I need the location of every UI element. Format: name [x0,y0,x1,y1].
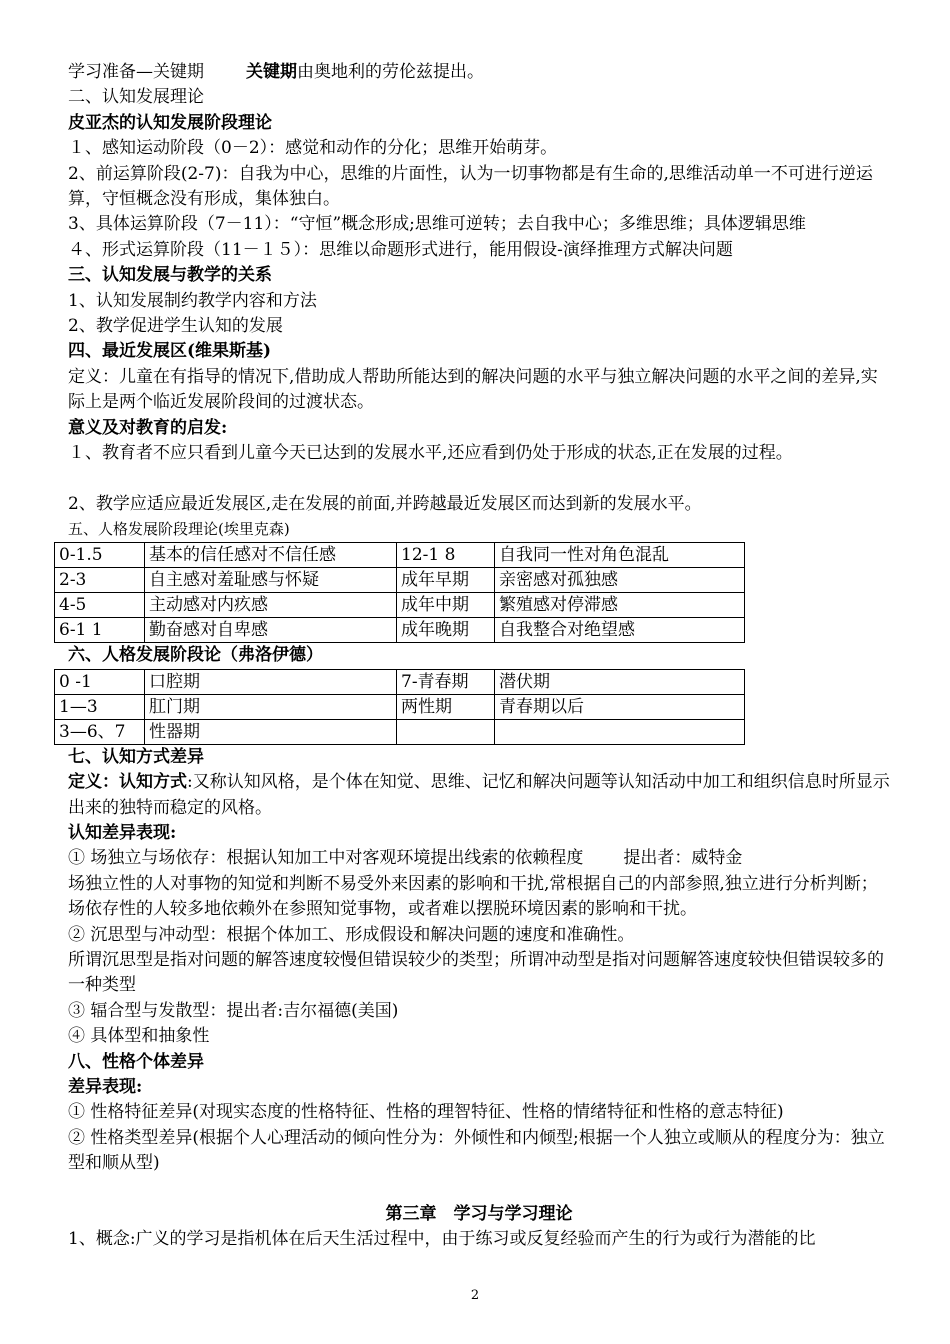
document-page [59,60,890,1252]
cognitive-item-1-desc: 场独立性的人对事物的知觉和判断不易受外来因素的影响和干扰,常根据自己的内部参照,独立进行分析判断；场依存性的人较多地依赖外在参照知觉事物，或者难以摆脱环境因素的影响和干扰。 [68,873,878,920]
table-cell: 繁殖感对停滞感 [495,593,745,618]
key-period-text: 由奥地利的劳伦兹提出。 [297,62,484,82]
table-cell: 潜伏期 [495,669,745,694]
zpd-definition: 定义：儿童在有指导的情况下,借助成人帮助所能达到的解决问题的水平与独立解决问题的水平之间的差异,实际上是两个临近发展阶段间的过渡状态。 [68,366,878,413]
table-cell: 自主感对羞耻感与怀疑 [145,568,397,593]
definition-text: :又称认知风格，是个体在知觉、思维、记忆和解决问题等认知活动中加工和组织信息时所显示出来的独特而稳定的风格。 [68,772,890,818]
table-cell: 自我同一性对角色混乱 [495,543,745,568]
table-cell: 性器期 [145,719,397,744]
zpd-item-1: １、教育者不应只看到儿童今天已达到的发展水平,还应看到仍处于形成的状态,正在发展的过程。 [68,443,793,464]
piaget-stage-2: 2、前运算阶段(2-7)：自我为中心，思维的片面性，认为一切事物都是有生命的,思维活动单一不可进行逆运算，守恒概念没有形成，集体独白。 [68,163,873,210]
personality-item-2: ② 性格类型差异(根据个人心理活动的倾向性分为：外倾性和内倾型;根据一个人独立或顺从的程度分为：独立型和顺从型) [68,1127,885,1174]
erikson-table [54,542,745,643]
section-heading-freud: 六、人格发展阶段论（弗洛伊德） [68,645,323,666]
table-cell: 主动感对内疚感 [145,593,397,618]
chapter-title: 第三章 学习与学习理论 [385,1203,573,1224]
zpd-significance-heading: 意义及对教育的启发: [68,417,228,438]
piaget-stage-3: 3、具体运算阶段（7－11）：“守恒”概念形成;思维可逆转；去自我中心；多维思维；具体逻辑思维 [68,214,806,235]
table-cell: 青春期以后 [495,694,745,719]
piaget-stage-4: ４、形式运算阶段（11－１５）：思维以命题形式进行，能用假设-演绎推理方式解决问题 [68,239,733,260]
teaching-item-2: 2、教学促进学生认知的发展 [68,316,283,337]
cognitive-item-4: ④ 具体型和抽象性 [68,1026,210,1047]
key-period-label: 学习准备—关键期 [68,62,204,82]
table-cell: 两性期 [397,694,495,719]
cognitive-item-2: ② 沉思型与冲动型：根据个体加工、形成假设和解决问题的速度和准确性。 [68,924,635,945]
table-row [55,593,745,618]
table-cell: 成年晚期 [397,618,495,643]
section-heading-teaching: 三、认知发展与教学的关系 [68,265,272,286]
table-row [55,568,745,593]
personality-diff-heading: 差异表现: [68,1077,143,1097]
table-cell: 基本的信任感对不信任感 [145,543,397,568]
table-cell: 4-5 [55,593,145,618]
table-row [55,669,745,694]
table-row [55,719,745,744]
table-cell: 成年中期 [397,593,495,618]
table-cell: 0-1.5 [55,543,145,568]
table-cell: 成年早期 [397,568,495,593]
cognitive-item-3: ③ 辐合型与发散型：提出者:吉尔福德(美国) [68,1000,399,1021]
personality-item-1: ① 性格特征差异(对现实态度的性格特征、性格的理智特征、性格的情绪特征和性格的意志特征) [68,1102,784,1123]
table-cell: 亲密感对孤独感 [495,568,745,593]
cognitive-item-1-text: ① 场独立与场依存：根据认知加工中对客观环境提出线索的依赖程度 [68,848,584,869]
cognitive-style-definition [68,770,890,821]
section-heading-erikson: 五、人格发展阶段理论(埃里克森) [68,519,290,538]
cognitive-item-2-desc: 所谓沉思型是指对问题的解答速度较慢但错误较少的类型；所谓冲动型是指对问题解答速度较快但错误较多的一种类型 [68,949,884,996]
table-cell [397,719,495,744]
key-period-term: 关键期 [246,62,297,82]
table-row [55,618,745,643]
table-cell: 12-1 8 [397,543,495,568]
table-cell: 2-3 [55,568,145,593]
piaget-heading: 皮亚杰的认知发展阶段理论 [68,112,272,133]
table-cell: 勤奋感对自卑感 [145,618,397,643]
freud-table [54,669,745,745]
piaget-stage-1: １、感知运动阶段（0－2）：感觉和动作的分化；思维开始萌芽。 [68,138,558,159]
table-row [55,694,745,719]
table-cell: 6-1 1 [55,618,145,643]
table-cell: 1—3 [55,694,145,719]
section-heading-zpd: 四、最近发展区(维果斯基) [68,341,272,362]
table-cell [495,719,745,744]
page-number: 2 [470,1288,480,1303]
table-cell: 3—6、7 [55,719,145,744]
learning-concept: 1、概念:广义的学习是指机体在后天生活过程中，由于练习或反复经验而产生的行为或行为潜能的比 [68,1229,816,1250]
table-cell: 0 -1 [55,669,145,694]
table-cell: 口腔期 [145,669,397,694]
key-period-line [68,60,890,85]
cognitive-item-1 [68,846,890,871]
table-cell: 自我整合对绝望感 [495,618,745,643]
cognitive-diff-heading: 认知差异表现: [68,822,177,843]
section-heading-personality: 八、性格个体差异 [68,1051,204,1072]
zpd-item-2: 2、教学应适应最近发展区,走在发展的前面,并跨越最近发展区而达到新的发展水平。 [68,493,702,514]
table-cell: 7-青春期 [397,669,495,694]
teaching-item-1: 1、认知发展制约教学内容和方法 [68,290,317,311]
section-heading-cognitive: 二、认知发展理论 [68,87,204,108]
section-heading-cognitive-style: 七、认知方式差异 [68,746,204,767]
cognitive-item-1-proposer: 提出者：威特金 [623,848,743,869]
table-row [55,543,745,568]
table-cell: 肛门期 [145,694,397,719]
definition-label: 定义：认知方式 [68,772,187,793]
